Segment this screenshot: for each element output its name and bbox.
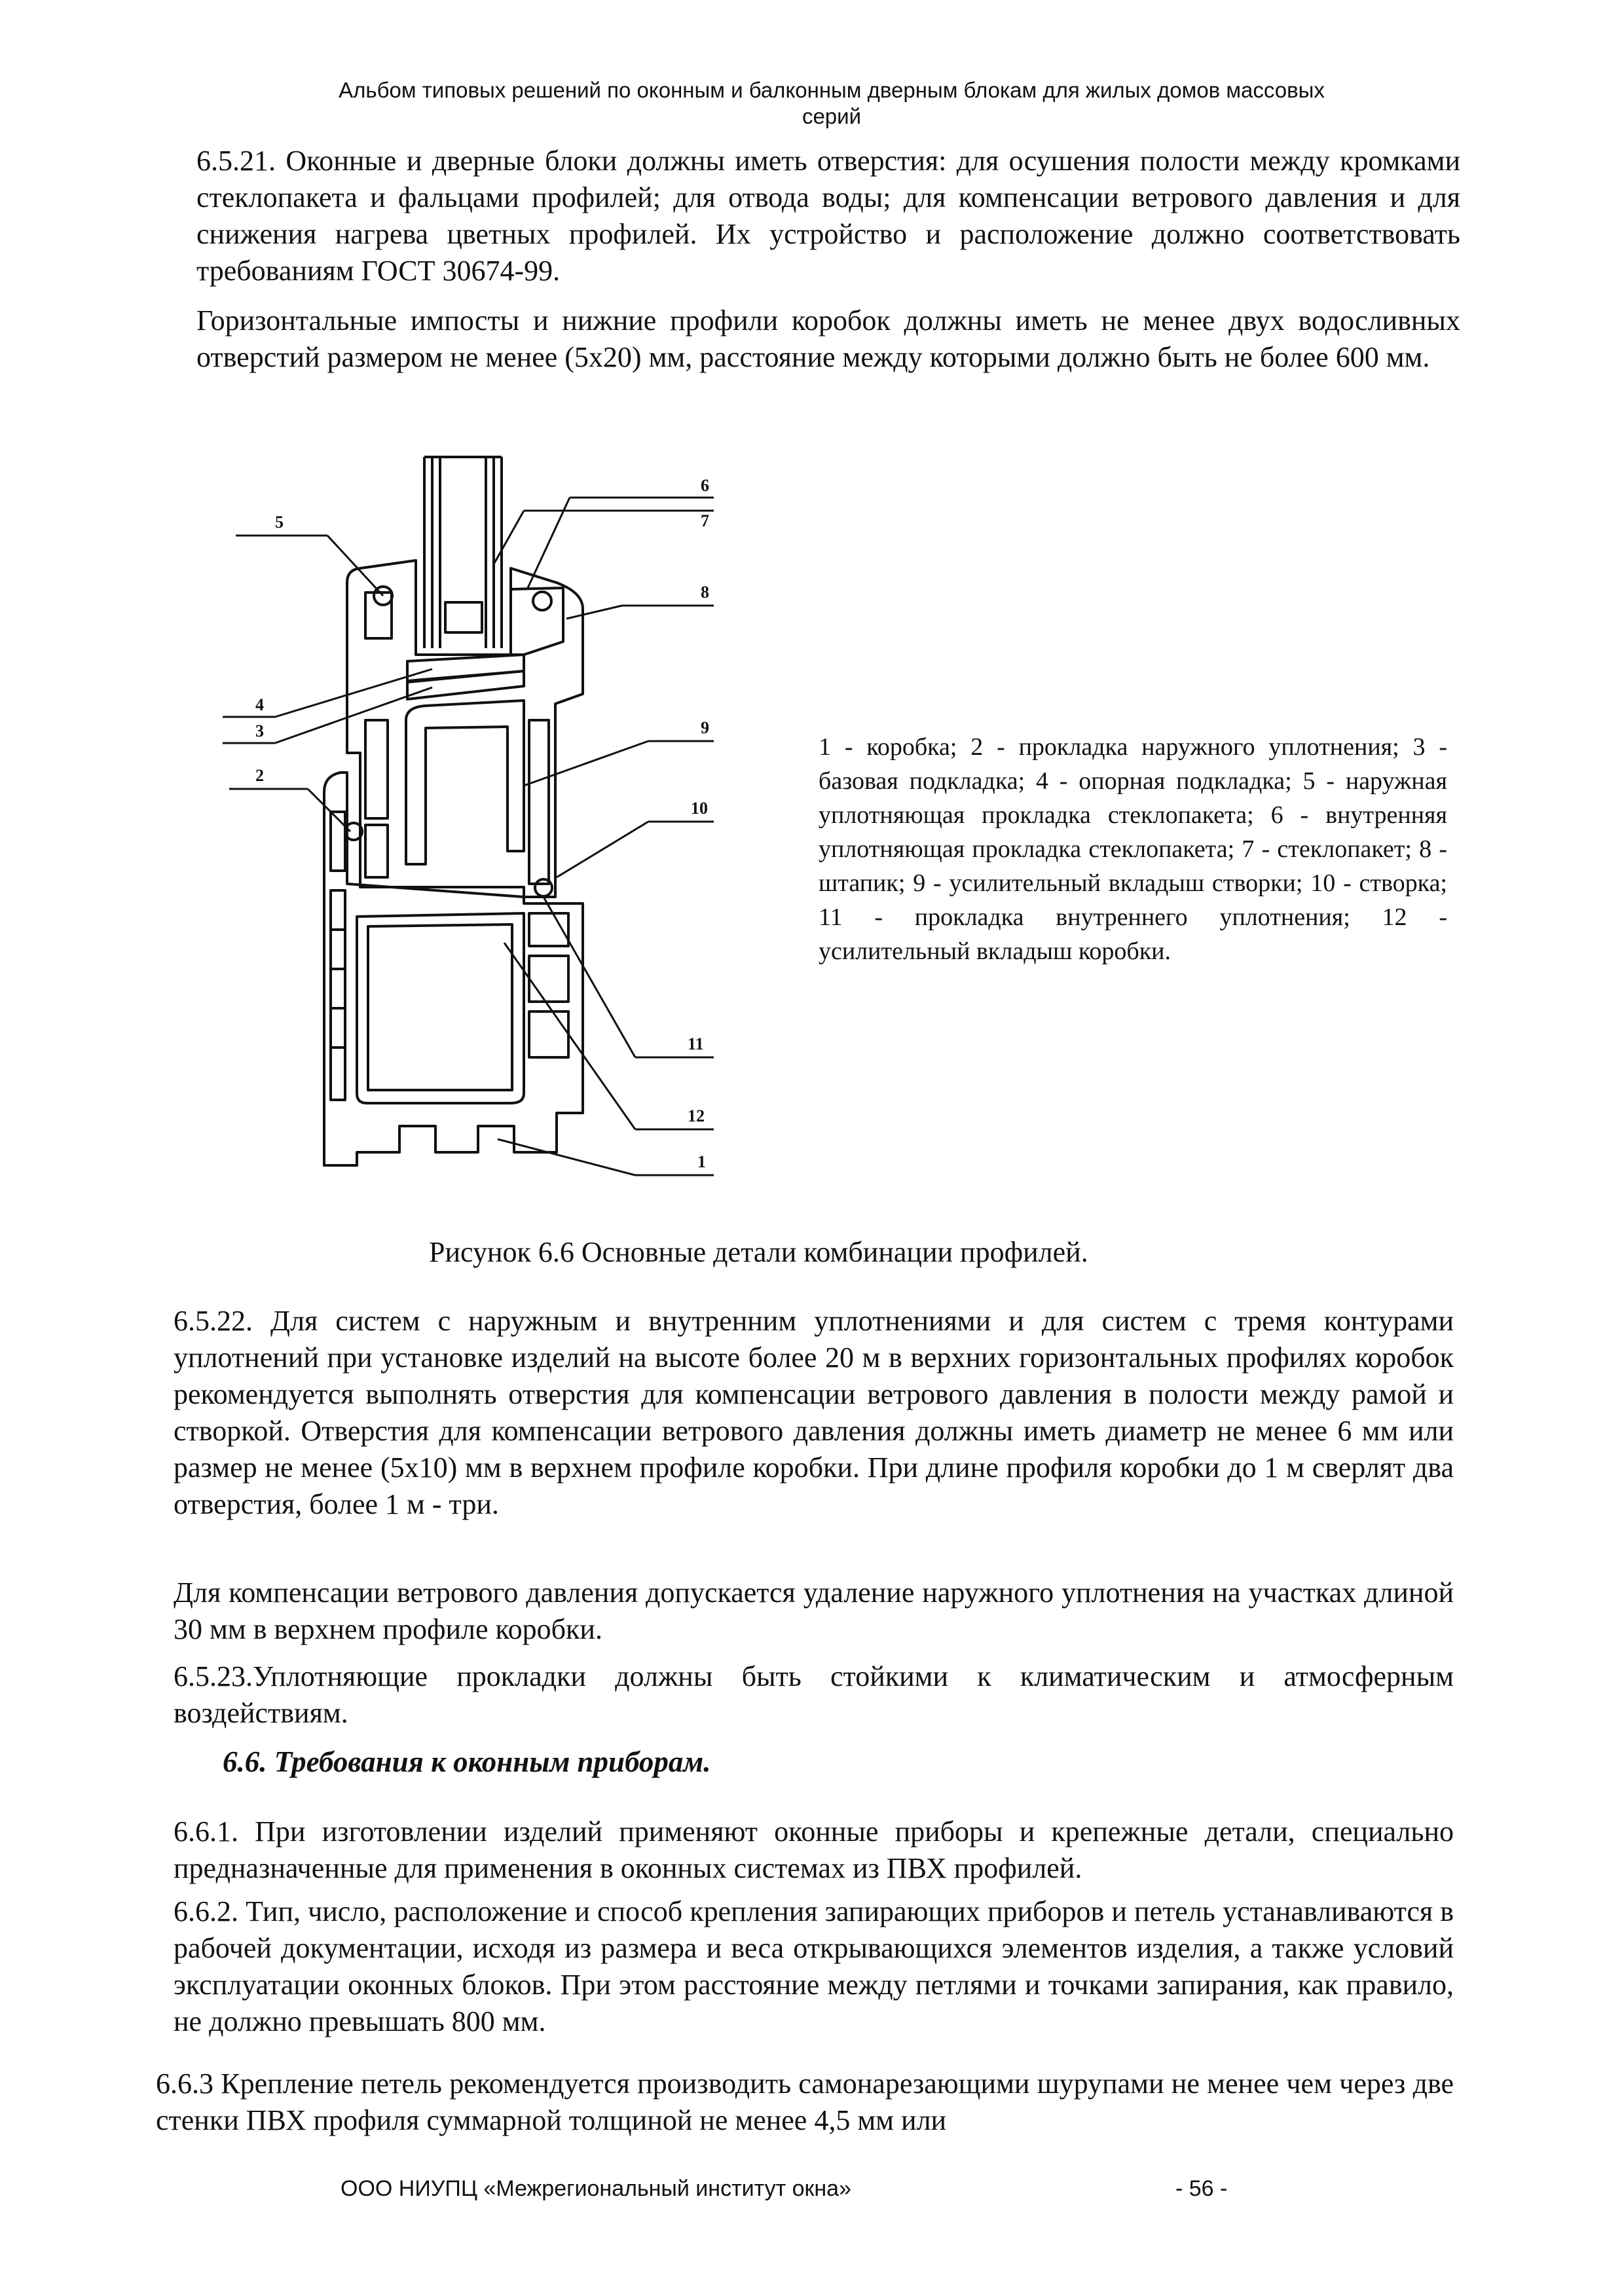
- running-header-line1: Альбом типовых решений по оконным и балконным дверным блокам для жилых домов массовых: [339, 78, 1325, 102]
- gasket-inner: [535, 879, 552, 896]
- callout-5: 5: [275, 513, 284, 532]
- paragraph-6-5-22: 6.5.22. Для систем с наружным и внутренним уплотнениями и для систем с тремя контурами уплотнений при установке изделий на высоте более 20 м в верхних горизонтальных профилях коробок рекомендуется выполнять отверстия для компенсации ветрового давления в полости между рамой и створкой. Отверстия для компенсации ветрового давления должны иметь диаметр не менее 6 мм или размер не менее (5х10) мм в верхнем профиле коробки. При длине профиля коробки до 1 м сверлят два отверстия, более 1 м - три.: [174, 1305, 1454, 1520]
- figure-caption: Рисунок 6.6 Основные детали комбинации профилей.: [429, 1236, 1088, 1268]
- callout-7: 7: [701, 511, 709, 530]
- callout-3: 3: [255, 721, 264, 740]
- paragraph-6-6-2: 6.6.2. Тип, число, расположение и способ крепления запирающих приборов и петель устанавливаются в рабочей документации, исходя из размера и веса открывающихся элементов изделия, а также условий эксплуатации оконных блоков. При этом расстояние между петлями и точками запирания, как правило, не должно превышать 800 мм.: [174, 1895, 1454, 2037]
- footer-organization: ООО НИУПЦ «Межрегиональный институт окна»: [341, 2176, 851, 2201]
- callout-2: 2: [255, 766, 264, 785]
- paragraph-6-6-1: 6.6.1. При изготовлении изделий применяют оконные приборы и крепежные детали, специально предназначенные для применения в оконных системах из ПВХ профилей.: [174, 1815, 1454, 1884]
- paragraph-6-6-3: 6.6.3 Крепление петель рекомендуется производить самонарезающими шурупами не менее чем через две стенки ПВХ профиля суммарной толщиной не менее 4,5 мм или: [156, 2068, 1454, 2136]
- running-header: [196, 77, 1467, 130]
- callout-10: 10: [691, 799, 708, 818]
- page-number: - 56 -: [1175, 2176, 1228, 2201]
- frame-reinforcement: [357, 913, 524, 1103]
- callout-9: 9: [701, 718, 709, 737]
- callout-1: 1: [697, 1152, 706, 1171]
- glazing-bead: [511, 588, 563, 655]
- paragraph-6-5-22-b: Для компенсации ветрового давления допускается удаление наружного уплотнения на участках длиной 30 мм в верхнем профиле коробки.: [174, 1576, 1454, 1645]
- gasket-inner-glass: [533, 592, 551, 610]
- callout-4: 4: [255, 695, 264, 714]
- paragraph-6-5-21: 6.5.21. Оконные и дверные блоки должны иметь отверстия: для осушения полости между кромками стеклопакета и фальцами профилей; для отвода воды; для компенсации ветрового давления и для снижения нагрева цветных профилей. Их устройство и расположение должно соответствовать требованиям ГОСТ 30674-99.: [196, 145, 1460, 287]
- callout-6: 6: [701, 476, 709, 495]
- sash-reinforcement: [406, 701, 524, 864]
- section-heading-6-6: 6.6. Требования к оконным приборам.: [223, 1745, 711, 1778]
- glass-unit: [424, 457, 502, 648]
- running-header-line2: серий: [802, 104, 862, 128]
- profile-section-drawing: [216, 445, 792, 1192]
- callout-11: 11: [688, 1034, 704, 1053]
- support-pad: [407, 655, 524, 681]
- paragraph-6-5-21-b: Горизонтальные импосты и нижние профили коробок должны иметь не менее двух водосливных отверстий размером не менее (5х20) мм, расстояние между которыми должно быть не более 600 мм.: [196, 304, 1460, 373]
- figure-legend: 1 - коробка; 2 - прокладка наружного уплотнения; 3 - базовая подкладка; 4 - опорная подкладка; 5 - наружная уплотняющая прокладка стеклопакета; 6 - внутренняя уплотняющая прокладка стеклопакета; 7 - стеклопакет; 8 - штапик; 9 - усилительный вкладыш створки; 10 - створка; 11 - прокладка внутреннего уплотнения; 12 - усилительный вкладыш коробки.: [819, 733, 1447, 965]
- callout-12: 12: [688, 1106, 705, 1125]
- callout-8: 8: [701, 583, 709, 602]
- paragraph-6-5-23: 6.5.23.Уплотняющие прокладки должны быть стойкими к климатическим и атмосферным воздействиям.: [174, 1660, 1454, 1729]
